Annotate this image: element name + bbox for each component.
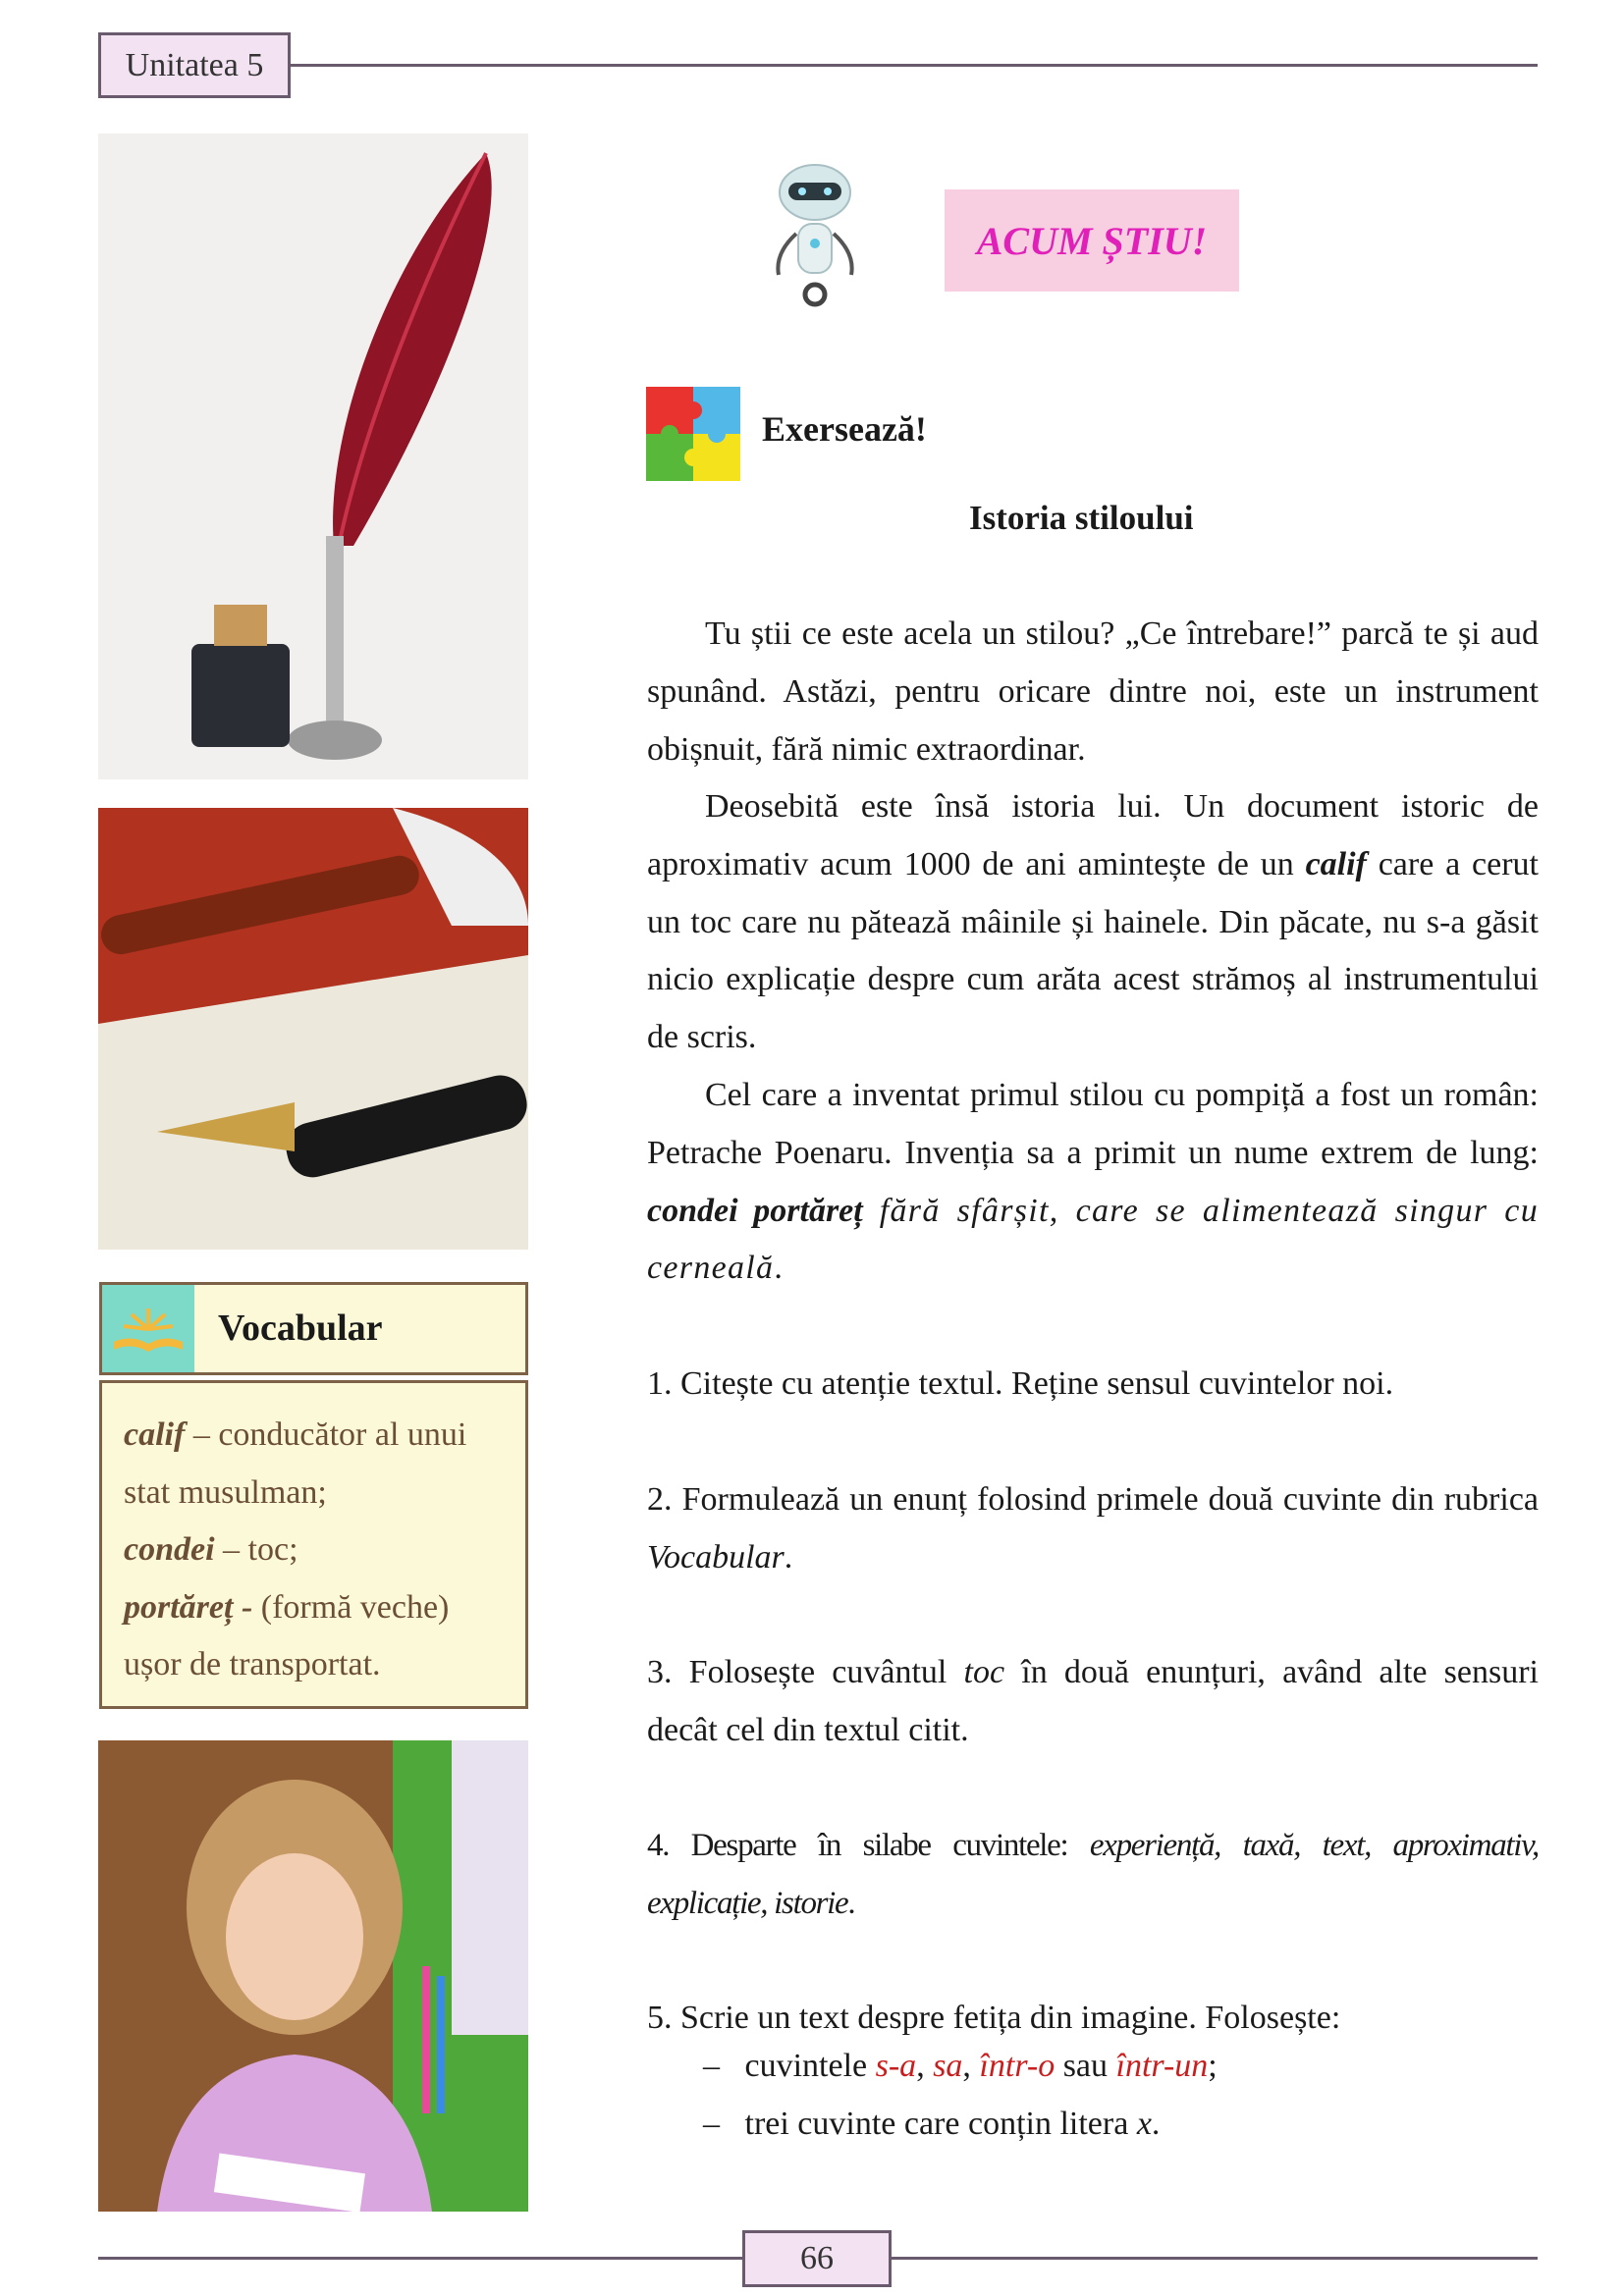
vocabulary-definitions: calif – conducător al unui stat musulman; condei – toc; portăreț - (formă veche) ușor de transportat. (99, 1380, 528, 1709)
page-number: 66 (742, 2230, 892, 2287)
open-book-icon (102, 1285, 194, 1372)
question-3: 3. Folosește cuvântul toc în două enunțuri, având alte sensuri decât cel din textul citit. (647, 1654, 1539, 1748)
puzzle-icon (646, 387, 740, 481)
acum-stiu-badge: ACUM ȘTIU! (945, 189, 1239, 292)
question-2: 2. Formulează un enunț folosind primele două cuvinte din rubrica Vocabular. (647, 1481, 1539, 1575)
question-5-bullet-1: – cuvintele s-a, sa, într-o sau într-un; (703, 2048, 1218, 2084)
question-4: 4. Desparte în silabe cuvintele: experiență, taxă, text, aproximativ, explicație, istorie. (647, 1828, 1539, 1921)
header-rule (291, 64, 1538, 67)
story-paragraph-2: Deosebită este însă istoria lui. Un document istoric de aproximativ acum 1000 de ani amintește de un calif care a cerut un toc care nu pătează mâinile și hainele. Din păcate, nu s-a găsit nicio explicație despre cum arăta acest strămoș al instrumentului de scris. (647, 788, 1539, 1056)
fountain-pen-photo (98, 808, 528, 1250)
vocabulary-title: Vocabular (218, 1308, 383, 1349)
girl-writing-photo (98, 1740, 528, 2212)
quill-inkwell-photo (98, 133, 528, 779)
question-5-bullet-2: – trei cuvinte care conțin litera x. (703, 2106, 1161, 2142)
vocabulary-header (99, 1282, 528, 1375)
question-1: 1. Citește cu atenție textul. Reține sensul cuvintelor noi. (647, 1365, 1394, 1402)
story-paragraph-3: Cel care a inventat primul stilou cu pompiță a fost un român: Petrache Poenaru. Invenția sa a primit un nume extrem de lung: condei portăreț fără sfârșit, care se alimentează singur cu cerneală. (647, 1077, 1539, 1287)
footer-rule-right (892, 2257, 1538, 2260)
exercise-heading: Exersează! (762, 409, 927, 449)
story-title: Istoria stiloului (969, 499, 1194, 537)
question-5: 5. Scrie un text despre fetița din imagine. Folosește: (647, 2000, 1341, 2036)
footer-rule-left (98, 2257, 742, 2260)
story-paragraph-1: Tu știi ce este acela un stilou? „Ce întrebare!” parcă te și aud spunând. Astăzi, pentru oricare dintre noi, este un instrument obișnuit, fără nimic extraordinar. (647, 615, 1539, 768)
unit-label: Unitatea 5 (98, 32, 291, 98)
robot-icon (761, 155, 869, 317)
